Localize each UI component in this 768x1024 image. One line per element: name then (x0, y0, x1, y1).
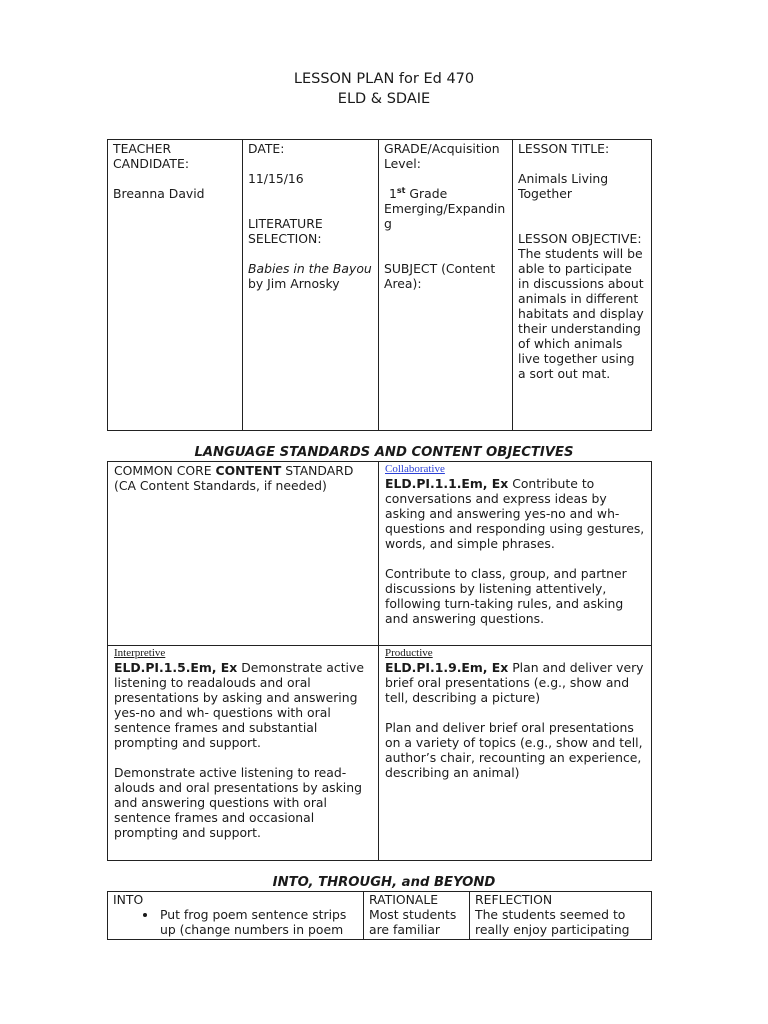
grade-cell (379, 140, 513, 431)
interpretive-label: Interpretive (114, 647, 166, 659)
subject-label: SUBJECT (Content Area): (384, 261, 496, 291)
collaborative-link[interactable]: Collaborative (385, 463, 445, 475)
lesson-objective-value: The students will be able to participate in discussions about animals in different habitats and display their understanding of which animals live together using a sort out mat. (518, 246, 644, 381)
grade-word: Grade (405, 186, 448, 201)
interpretive-code: ELD.PI.1.5.Em, Ex (114, 660, 238, 675)
grade-label: GRADE/Acquisition Level: (384, 141, 500, 171)
literature-label: LITERATURE SELECTION: (248, 216, 323, 246)
grade-number: 1 (389, 186, 397, 201)
standards-table (107, 461, 652, 861)
reflection-label: REFLECTION (475, 892, 553, 907)
collaborative-cell (379, 462, 652, 646)
into-bullet-item: • Put frog poem sentence strips up (change numbers in poem (158, 907, 358, 937)
book-title: Babies in the Bayou (248, 261, 372, 276)
lesson-title-value: Animals Living Together (518, 171, 609, 201)
date-label: DATE: (248, 141, 285, 156)
collaborative-code: ELD.PI.1.1.Em, Ex (385, 476, 509, 491)
lesson-objective-label: LESSON OBJECTIVE: (518, 231, 642, 246)
into-label: INTO (113, 892, 144, 907)
content-standard-suffix: STANDARD (281, 463, 354, 478)
productive-text-2: Plan and deliver brief oral presentations on a variety of topics (e.g., show and tell, author’s chair, recounting an experience, describing an animal) (385, 720, 643, 780)
productive-text-1: Plan and deliver very brief oral presentations (e.g., show and tell, describing a picture) (385, 660, 644, 705)
acquisition-level: Emerging/Expanding (384, 201, 506, 231)
reflection-text: The students seemed to really enjoy participating (475, 907, 630, 937)
teacher-name: Breanna David (113, 186, 205, 201)
into-list (113, 907, 358, 937)
into-through-beyond-table (107, 891, 652, 940)
productive-label: Productive (385, 647, 433, 659)
literature-selection (248, 261, 373, 291)
collaborative-standard (385, 476, 646, 551)
standards-heading: LANGUAGE STANDARDS AND CONTENT OBJECTIVES (194, 445, 574, 460)
lesson-cell (513, 140, 652, 431)
productive-standard (385, 660, 646, 705)
content-standard-label (114, 463, 373, 478)
reflection-cell (470, 892, 652, 940)
interpretive-text-1: Demonstrate active listening to readalouds and oral presentations by asking and answering yes-no and wh- questions with oral sentence frames and substantial prompting and support. (114, 660, 364, 750)
date-value: 11/15/16 (248, 171, 304, 186)
content-standard-cell (108, 462, 379, 646)
grade-suffix: st (396, 185, 406, 195)
teacher-cell (108, 140, 243, 431)
collaborative-text-1: Contribute to conversations and express ideas by asking and answering yes-no and wh- questions and responding using gestures, words, and simple phrases. (385, 476, 645, 551)
teacher-label: TEACHER CANDIDATE: (113, 141, 190, 171)
grade-value (384, 186, 507, 201)
itb-heading: INTO, THROUGH, and BEYOND (272, 875, 496, 890)
into-cell (108, 892, 364, 940)
content-standard-prefix: COMMON CORE (114, 463, 216, 478)
collaborative-text-2: Contribute to class, group, and partner discussions by listening attentively, following turn-taking rules, and asking and answering questions. (385, 566, 627, 626)
content-standard-bold: CONTENT (215, 463, 282, 478)
lesson-title-label: LESSON TITLE: (518, 141, 610, 156)
interpretive-text-2: Demonstrate active listening to read-alouds and oral presentations by asking and answering questions with oral sentence frames and occasional prompting and support. (114, 765, 362, 840)
book-author: by Jim Arnosky (248, 276, 340, 291)
interpretive-standard (114, 660, 373, 750)
date-cell (243, 140, 379, 431)
document-title: LESSON PLAN for Ed 470 (293, 71, 475, 87)
rationale-label: RATIONALE (369, 892, 439, 907)
productive-cell (379, 646, 652, 861)
productive-code: ELD.PI.1.9.Em, Ex (385, 660, 509, 675)
lesson-info-table (107, 139, 652, 431)
rationale-cell (364, 892, 470, 940)
document-subtitle: ELD & SDAIE (337, 91, 431, 107)
rationale-text: Most students are familiar (369, 907, 457, 937)
content-standard-note: (CA Content Standards, if needed) (114, 478, 327, 493)
interpretive-cell (108, 646, 379, 861)
